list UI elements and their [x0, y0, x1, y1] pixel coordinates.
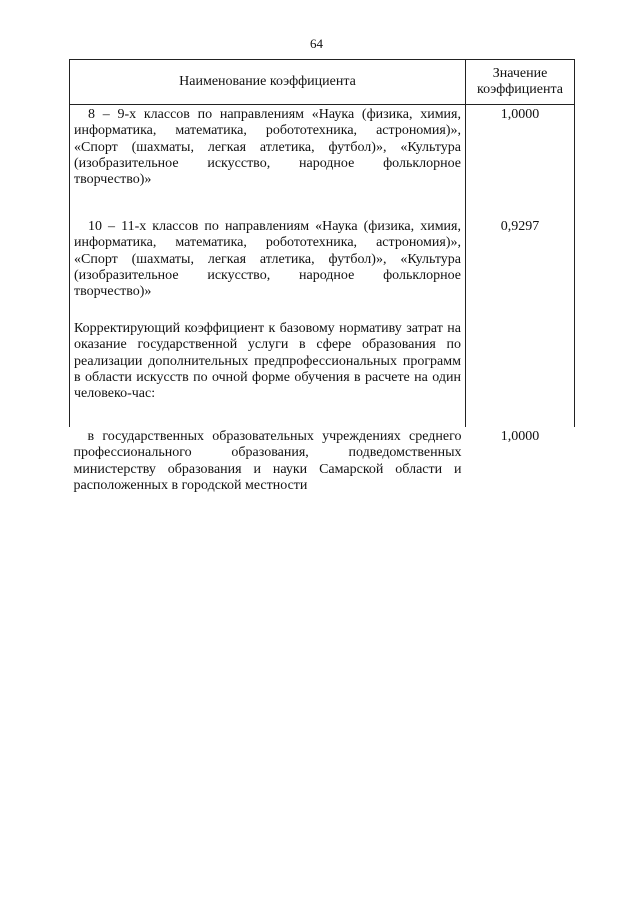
- coefficient-value: 0,9297: [466, 217, 575, 319]
- coefficient-value: [466, 319, 575, 427]
- header-coefficient-value: Значение коэффициента: [466, 60, 575, 105]
- table-row: [70, 105, 575, 218]
- coefficient-name: в государственных образовательных учреждениях среднего профессионального образования, подведомственных министерству образования и науки Самарской области и расположенных в городской местности: [73, 429, 462, 493]
- table-header-row: [70, 60, 575, 105]
- table-row: [70, 427, 575, 519]
- coefficient-table: [69, 59, 575, 519]
- table-row: [70, 319, 575, 427]
- coefficient-name: 8 – 9-х классов по направлениям «Наука (физика, химия, информатика, математика, робототехника, астрономия)», «Спорт (шахматы, легкая атлетика, футбол)», «Культура (изобразительное искусство, народное фольклорное творчество)»: [70, 105, 466, 218]
- page-number: 64: [310, 36, 323, 51]
- table-row: [70, 217, 575, 319]
- coefficient-value: 1,0000: [466, 105, 575, 218]
- coefficient-value: 1,0000: [500, 429, 540, 444]
- coefficient-name: Корректирующий коэффициент к базовому нормативу затрат на оказание государственной услуги в сфере образования по реализации дополнительных предпрофессиональных программ в области искусств по очной форме обучения в расчете на один человеко-час:: [70, 319, 466, 427]
- header-coefficient-name: Наименование коэффициента: [70, 60, 466, 105]
- coefficient-name: 10 – 11-х классов по направлениям «Наука (физика, химия, информатика, математика, робототехника, астрономия)», «Спорт (шахматы, легкая атлетика, футбол)», «Культура (изобразительное искусство, народное фольклорное творчество)»: [70, 217, 466, 319]
